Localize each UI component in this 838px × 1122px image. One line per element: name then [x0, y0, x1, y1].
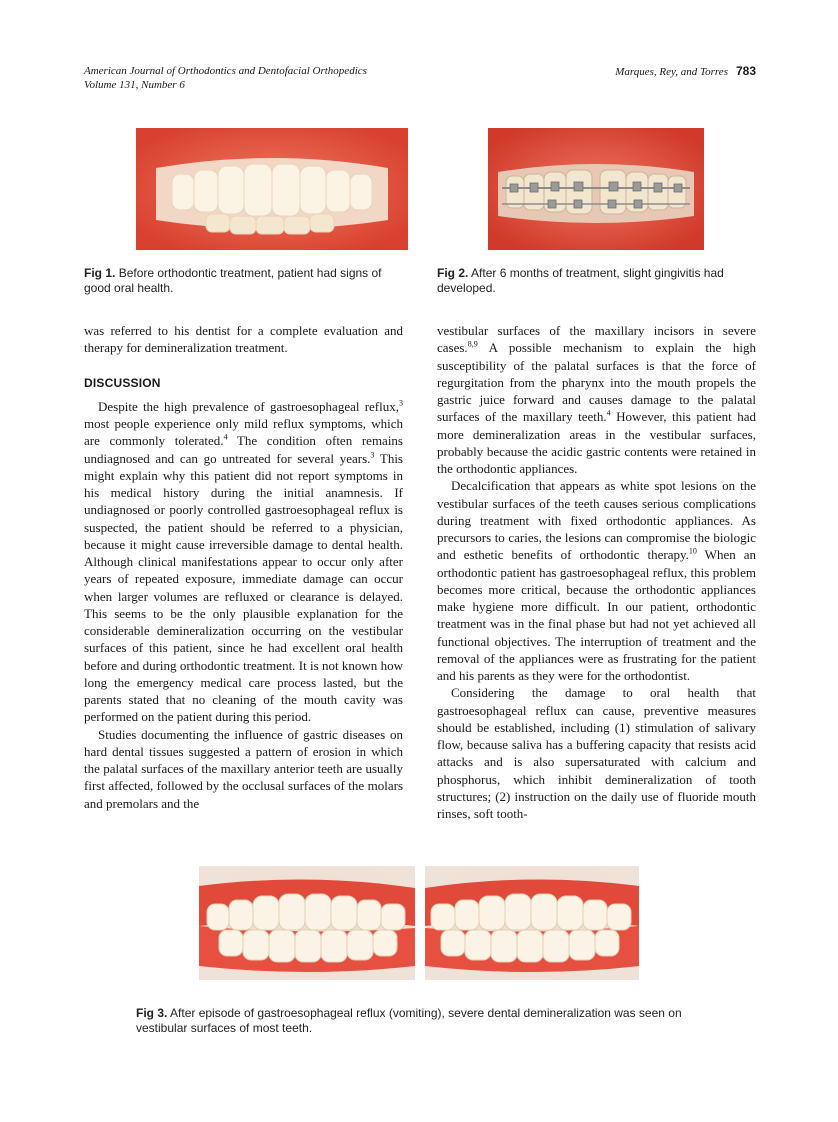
left-p2-text-a: Despite the high prevalence of gastroesophageal reflux, [98, 398, 399, 414]
right-paragraph-3: Considering the damage to oral health that gastroesophageal reflux can cause, preventive measures should be established, including (1) stimulation of salivary flow, because saliva has a buffering capacity that resists acid attacks and is also supersaturated with calcium and phosphorus, which inhibit demineralization of tooth structures; (2) instruction on the daily use of fluoride mouth rinses, soft tooth- [437, 685, 756, 821]
journal-title: American Journal of Orthodontics and Dentofacial Orthopedics [84, 65, 367, 77]
left-paragraph-3: Studies documenting the influence of gastric diseases on hard dental tissues suggested a pattern of erosion in which the palatal surfaces of the maxillary anterior teeth are usually first affected, followed by the occlusal surfaces of the molars and premolars and the [84, 726, 403, 811]
fig2-photo [488, 128, 704, 250]
reference-4b: 4 [606, 408, 611, 418]
left-p2-text-d: This might explain why this patient did not report symptoms in his medical history during the initial anamnesis. If undiagnosed or poorly controlled gastroesophageal reflux is suspected, the patient should be referred to a physician, because it might cause irreversible damage to dental health. Although clinical manifestations appear to occur only after years of repeated exposure, immediate damage can occur when larger volumes are refluxed or clearance is delayed. This seems to be the only plausible explanation for the considerable demineralization occurring on the vestibular surfaces of this patient, since he had excellent oral health before and during orthodontic treatment. It is not known how long the emergency medical care process lasted, but the parents stated that no cleaning of the mouth cavity was performed on the patient during this period. [84, 450, 403, 725]
page-number: 783 [735, 64, 756, 78]
reference-4: 4 [223, 432, 228, 442]
fig2-caption [437, 266, 759, 296]
right-paragraph-2 [437, 477, 756, 684]
fig3-caption [136, 1006, 716, 1036]
right-p1-text-b: A possible mechanism to explain the high susceptibility of the palatal surfaces is that the force of regurgitation from the pharynx into the mouth propels the gastric juice forward and causes damage to the palatal surfaces of the maxillary teeth. [437, 340, 756, 425]
left-p2-text-c: The condition often remains undiagnosed and can go untreated for several years. [84, 433, 403, 466]
right-p1-text-c: However, this patient had more demineralization areas in the vestibular surfaces, probably because the acidic gastric contents were retained in the orthodontic appliances. [437, 409, 756, 476]
fig1-caption-text: Before orthodontic treatment, patient had signs of good oral health. [84, 266, 382, 295]
fig1-caption [84, 266, 404, 296]
author-names: Marques, Rey, and Torres [615, 66, 728, 78]
fig3-photo-right [425, 866, 639, 980]
right-text-column [437, 322, 756, 822]
left-paragraph-1: was referred to his dentist for a complete evaluation and therapy for demineralization treatment. [84, 323, 403, 356]
left-p2-text-b: most people experience only mild reflux symptoms, which are commonly tolerated. [84, 416, 403, 449]
discussion-heading: DISCUSSION [84, 375, 161, 390]
right-p2-text-a: Decalcification that appears as white spot lesions on the vestibular surfaces of the teeth causes serious complications during treatment with fixed orthodontic appliances. As precursors to caries, the lesions can compromise the biologic and esthetic benefits of orthodontic therapy. [437, 478, 756, 563]
fig2-label: Fig 2. [437, 266, 469, 280]
reference-10: 10 [688, 546, 697, 556]
fig3-label: Fig 3. [136, 1006, 168, 1020]
running-header-journal [84, 64, 367, 92]
fig3-photo-left [199, 866, 415, 980]
fig1-label: Fig 1. [84, 266, 116, 280]
reference-3b: 3 [370, 450, 375, 460]
fig2-caption-text: After 6 months of treatment, slight gingivitis had developed. [437, 266, 724, 295]
reference-8-9: 8,9 [467, 339, 478, 349]
fig1-photo [136, 128, 408, 250]
right-p2-text-b: When an orthodontic patient has gastroesophageal reflux, this problem becomes more critical, because the orthodontic appliances make hygiene more difficult. In our patient, orthodontic treatment was in the final phase but had not yet achieved all functional objectives. The interruption of treatment and the removal of the appliances were as frustrating for the patient and his parents as they were for the orthodontist. [437, 547, 757, 683]
right-p1-text-a: vestibular surfaces of the maxillary incisors in severe cases. [437, 323, 756, 356]
left-text-column [84, 322, 403, 812]
fig3-caption-text: After episode of gastroesophageal reflux (vomiting), severe dental demineralization was seen on vestibular surfaces of most teeth. [136, 1006, 682, 1035]
running-header-authors [615, 64, 756, 79]
left-paragraph-2 [84, 398, 403, 726]
right-paragraph-1 [437, 322, 756, 477]
reference-3: 3 [399, 398, 403, 408]
journal-volume: Volume 131, Number 6 [84, 79, 185, 91]
